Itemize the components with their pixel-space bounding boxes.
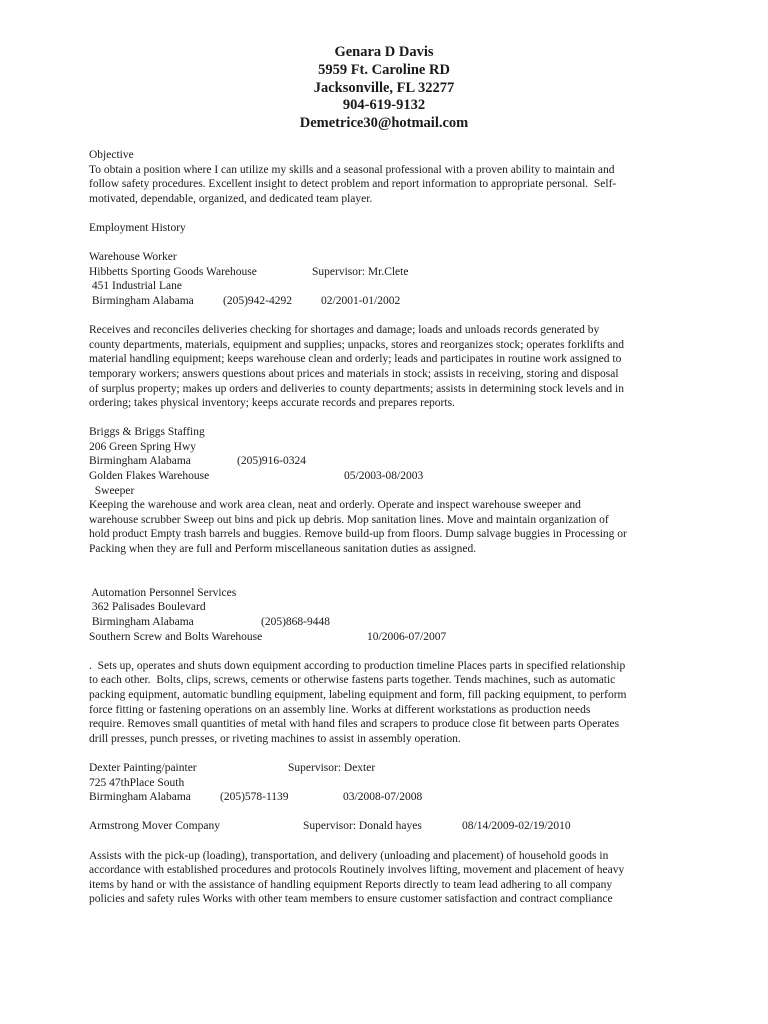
job-description-line: require. Removes small quantities of metal with hand files and scrapers to produce close fit between parts Operates (89, 718, 620, 731)
street-address: 5959 Ft. Caroline RD (318, 61, 450, 78)
agency-phone: (205)916-0324 (237, 455, 306, 468)
agency-address: 362 Palisades Boulevard (89, 601, 206, 614)
job-description-line: to each other. Bolts, clips, screws, cements or otherwise fastens parts together. Tends machines, such as automatic (89, 674, 616, 687)
company-phone: (205)578-1139 (220, 791, 289, 804)
job-description-line: material handling equipment; keeps warehouse clean and orderly; leads and participates in routine work assigned to (89, 353, 622, 366)
supervisor: Supervisor: Dexter (288, 761, 376, 774)
objective-line: To obtain a position where I can utilize my skills and a seasonal professional with a proven ability to maintain and (89, 163, 615, 176)
employment-dates: 05/2003-08/2003 (344, 470, 424, 483)
objective-line: follow safety procedures. Excellent insight to detect problem and report information to appropriate personal. Self- (89, 178, 617, 191)
job-description-line: Receives and reconciles deliveries checking for shortages and damage; loads and unloads records generated by (89, 324, 600, 337)
company-name: Hibbetts Sporting Goods Warehouse (89, 265, 257, 278)
contact-header (0, 44, 768, 133)
company-address: 725 47thPlace South (89, 776, 185, 789)
employment-heading: Employment History (89, 221, 186, 234)
job-description-line: drill presses, punch presses, or riveting machines to assist in assembly operation. (89, 732, 461, 745)
job-description-line: packing equipment, automatic bundling equipment, labeling equipment and form, fill packing equipment, to perform (89, 688, 627, 701)
resume-body (89, 148, 689, 907)
job-description-line: ordering; takes physical inventory; keeps accurate records and prepares reports. (89, 397, 455, 410)
company-name: Southern Screw and Bolts Warehouse (89, 630, 263, 643)
job-description-line: county departments, materials, equipment and supplies; unpacks, stores and reorganizes stock; operates forklifts and (89, 338, 625, 351)
supervisor: Supervisor: Mr.Clete (312, 265, 409, 278)
job-description-line: items by hand or with the assistance of handling equipment Reports directly to team lead adhering to all company (89, 878, 613, 891)
job-description-line: hold product Empty trash barrels and buggies. Remove build-up from floors. Dump salvage buggies in Processing or (89, 528, 627, 541)
employment-dates: 10/2006-07/2007 (367, 630, 447, 643)
company-city: Birmingham Alabama (89, 791, 191, 804)
job-description-line: Assists with the pick-up (loading), transportation, and delivery (unloading and placement) of household goods in (89, 849, 609, 862)
staffing-agency: Briggs & Briggs Staffing (89, 426, 205, 439)
company-city: Birmingham Alabama (89, 294, 194, 307)
objective-line: motivated, dependable, organized, and dedicated team player. (89, 192, 373, 205)
job-description-line: force fitting or fastening operations on an assembly line. Works at different workstations as production needs (89, 703, 591, 716)
objective-heading: Objective (89, 149, 134, 161)
company-name: Golden Flakes Warehouse (89, 470, 210, 483)
job-description-line: warehouse scrubber Sweep out bins and pick up debris. Mop sanitation lines. Move and maintain organization of (89, 513, 609, 526)
agency-city: Birmingham Alabama (89, 455, 191, 468)
job-description-line: Keeping the warehouse and work area clean, neat and orderly. Operate and inspect warehouse sweeper and (89, 499, 581, 512)
supervisor: Supervisor: Donald hayes (303, 820, 422, 833)
employment-dates: 03/2008-07/2008 (343, 791, 423, 804)
job-title: Sweeper (89, 484, 135, 497)
job-description-line: . Sets up, operates and shuts down equipment according to production timeline Places parts in specified relationship (89, 659, 626, 672)
employment-dates: 02/2001-01/2002 (321, 294, 401, 307)
agency-city: Birmingham Alabama (89, 616, 194, 628)
job-description-line: temporary workers; answers questions about prices and materials in stock; assists in receiving, storing and disposal (89, 367, 619, 380)
company-address: 451 Industrial Lane (89, 280, 182, 293)
candidate-name: Genara D Davis (334, 44, 434, 60)
company-name: Dexter Painting/painter (89, 761, 197, 774)
phone-number: 904-619-9132 (342, 97, 426, 114)
job-description-line: of surplus property; makes up orders and deliveries to county departments; assists in determining stock levels and in (89, 382, 624, 395)
email-address: Demetrice30@hotmail.com (299, 115, 469, 132)
employment-dates: 08/14/2009-02/19/2010 (462, 820, 571, 833)
job-description-line: Packing when they are full and Perform miscellaneous sanitation duties as assigned. (89, 543, 477, 556)
city-state-zip: Jacksonville, FL 32277 (313, 79, 455, 96)
job-title: Warehouse Worker (89, 251, 177, 264)
company-phone: (205)942-4292 (223, 294, 292, 307)
agency-phone: (205)868-9448 (261, 616, 330, 628)
job-description-line: accordance with established procedures and protocols Routinely involves lifting, movement and placement of heavy (89, 864, 625, 877)
job-description-line: policies and safety rules Works with other team members to ensure customer satisfaction and contract compliance (89, 893, 613, 906)
staffing-agency: Automation Personnel Services (89, 586, 237, 599)
company-name: Armstrong Mover Company (89, 820, 220, 833)
agency-address: 206 Green Spring Hwy (89, 440, 196, 453)
